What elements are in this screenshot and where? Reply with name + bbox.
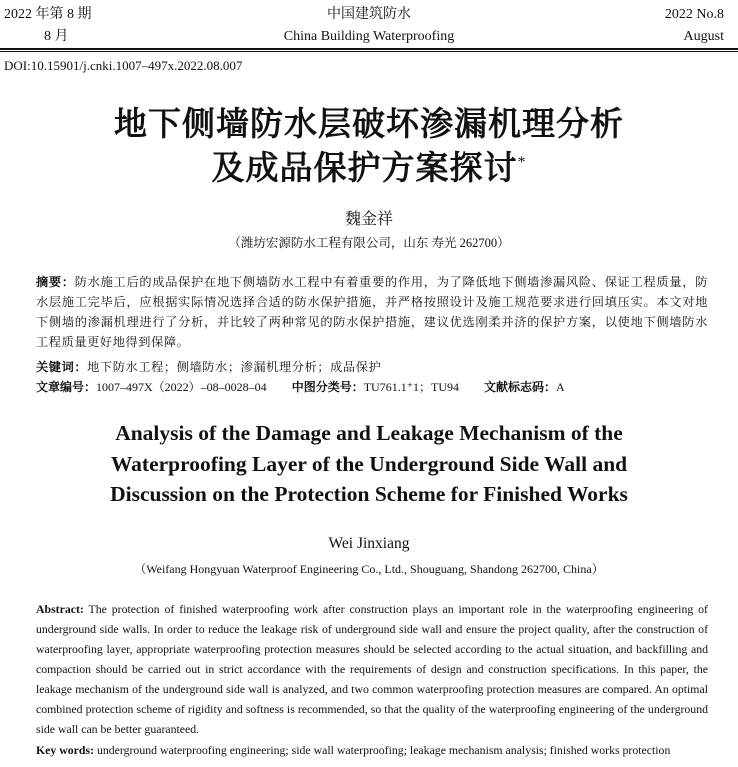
abstract-cn — [36, 272, 708, 352]
title-cn-line2 — [0, 142, 738, 189]
author-en: Wei Jinxiang — [328, 535, 410, 552]
journal-name-cn: 中国建筑防水 — [327, 7, 411, 22]
journal-name — [0, 4, 738, 48]
issue-number-en: 2022 No.8 — [664, 7, 724, 22]
article-number-label: 文章编号： — [36, 380, 97, 394]
affiliation-en: （Weifang Hongyuan Waterproof Engineering Co., Ltd., Shouguang, Shandong 262700, China） — [134, 562, 604, 576]
keywords-cn-text: 地下防水工程；侧墙防水；渗漏机理分析；成品保护 — [87, 360, 382, 374]
issue-month-cn: 8 月 — [44, 29, 69, 44]
abstract-cn-text: 防水施工后的成品保护在地下侧墙防水工程中有着重要的作用，为了降低地下侧墙渗漏风险、保证工程质量，防水层施工完毕后，应根据实际情况选择合适的防水保护措施，并严格按照设计及施工规范要求进行回填压实。本文对地下侧墙的渗漏机理进行了分析，并比较了两种常见的防水保护措施，建议优选刚柔并济的保护方案，以使地下侧墙防水工程质量更好地得到保障。 — [36, 275, 708, 349]
document-code-label: 文献标志码： — [484, 380, 557, 394]
keywords-en-text: underground waterproofing engineering; side wall waterproofing; leakage mechanism analysis; finished works protection — [96, 743, 671, 757]
title-en-line3: Discussion on the Protection Scheme for Finished Works — [110, 482, 628, 506]
title-cn-line1: 地下侧墙防水层破坏渗漏机理分析 — [114, 107, 624, 143]
journal-issue-en — [665, 4, 724, 48]
title-en-line1: Analysis of the Damage and Leakage Mechanism of the — [115, 421, 623, 445]
abstract-en-text: The protection of finished waterproofing work after construction plays an important role in the waterproofing engineering of underground side walls. In order to reduce the leakage risk of underground side wall and ensure the project quality, after the construction of waterproofing layer, appropriate waterproofing protection measures should be selected according to the actual situation, and backfilling and compaction should be carried out in strict accordance with the requirements of design and construction specifications. In this paper, the leakage mechanism of the underground side wall is analyzed, and two common waterproofing protection measures are compared. An optimal combined protection scheme of rigidity and softness is recommended, so that the quality of the waterproofing engineering of the underground side wall can be better guaranteed. — [36, 602, 708, 736]
article-number-value: 1007–497X（2022）–08–0028–04 — [96, 380, 267, 394]
document-code-value: A — [556, 380, 565, 394]
document-code — [484, 380, 565, 394]
issue-year-number-cn: 2022 年第 8 期 — [4, 7, 92, 22]
clc-label: 中图分类号： — [291, 380, 364, 394]
article-meta — [36, 378, 587, 395]
header-rule-thin — [0, 51, 738, 52]
clc-value: TU761.1⁺1；TU94 — [363, 380, 460, 394]
abstract-cn-label: 摘要： — [36, 275, 75, 289]
footnote-mark: * — [517, 154, 527, 171]
title-en-line2: Waterproofing Layer of the Underground Side Wall and — [110, 452, 628, 476]
journal-name-en: China Building Waterproofing — [283, 29, 455, 44]
affiliation-cn: （潍坊宏源防水工程有限公司，山东 寿光 262700） — [228, 236, 510, 250]
keywords-cn-label: 关键词： — [36, 360, 88, 374]
clc-number — [292, 380, 459, 394]
article-number — [36, 380, 267, 394]
title-cn-line2-text: 及成品保护方案探讨 — [211, 151, 518, 187]
author-cn: 魏金祥 — [344, 211, 393, 228]
header-rule-thick — [0, 48, 738, 50]
keywords-en — [36, 743, 736, 758]
keywords-cn — [36, 357, 708, 377]
doi: DOI:10.15901/j.cnki.1007–497x.2022.08.007 — [4, 58, 243, 73]
abstract-en-label: Abstract: — [36, 602, 84, 616]
issue-month-en: August — [683, 29, 724, 44]
keywords-en-label: Key words: — [36, 743, 94, 757]
abstract-en — [36, 599, 708, 739]
